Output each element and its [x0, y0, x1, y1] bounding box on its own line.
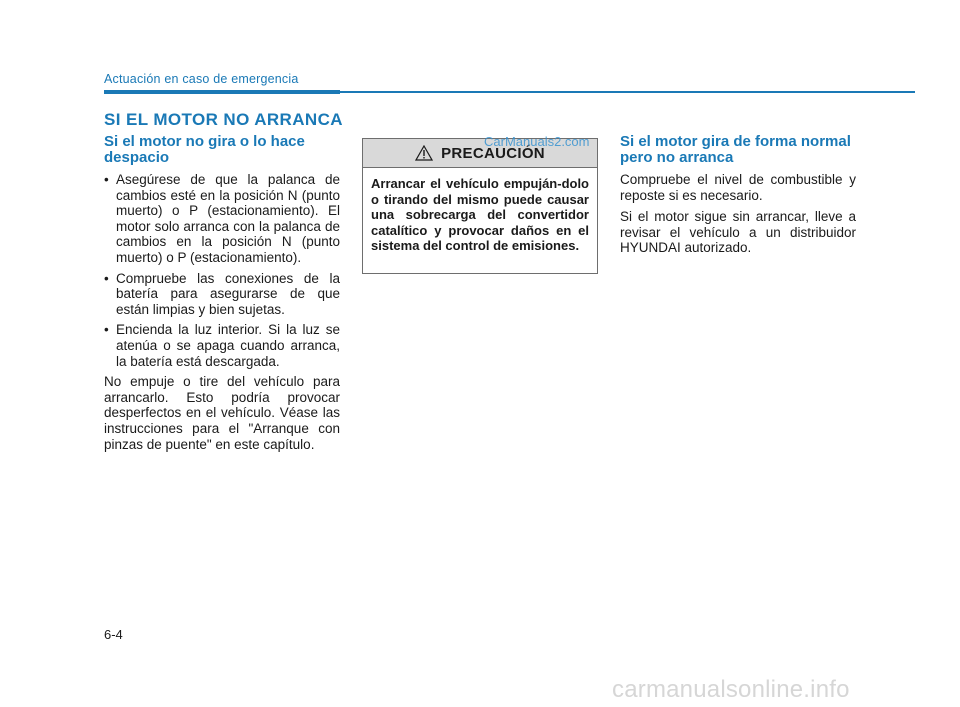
- bullet-dot: •: [104, 270, 109, 286]
- left-subhead: Si el motor no gira o lo hace despacio: [104, 133, 305, 166]
- bullet-list: [104, 172, 340, 369]
- watermark-bottom: carmanualsonline.info: [612, 676, 850, 703]
- bullet-text: Asegúrese de que la palanca de cambios esté en la posición N (punto muerto) o P (estacionamiento). El motor solo arranca con la palanca de cambios en la posición N (punto muerto) o P (estacionamiento).: [116, 172, 340, 265]
- section-header: Actuación en caso de emergencia: [104, 72, 299, 86]
- bullet-text: Encienda la luz interior. Si la luz se atenúa o se apaga cuando arranca, la batería está descargada.: [116, 322, 340, 369]
- caution-box: [362, 138, 598, 274]
- list-item: [104, 172, 340, 266]
- right-paragraph-1: Compruebe el nivel de combustible y reposte si es necesario.: [620, 172, 856, 203]
- bullet-dot: •: [104, 322, 109, 338]
- right-subhead: Si el motor gira de forma normal pero no arranca: [620, 133, 851, 166]
- caution-text: Arrancar el vehículo empuján-dolo o tirando del mismo puede causar una sobrecarga del convertidor catalítico y provocar daños en el sistema del control de emisiones.: [371, 176, 589, 254]
- warning-triangle-icon: [415, 145, 433, 161]
- left-column: [104, 134, 340, 458]
- header-rule-thick: [104, 90, 340, 94]
- list-item: [104, 271, 340, 318]
- bullet-dot: •: [104, 172, 109, 187]
- main-title: SI EL MOTOR NO ARRANCA: [104, 110, 343, 129]
- page-number: 6-4: [104, 627, 123, 642]
- list-item: [104, 322, 340, 369]
- header-rule-thin: [340, 91, 915, 93]
- caution-title: PRECAUCIÓN: [441, 144, 545, 162]
- right-paragraph-2: Si el motor sigue sin arrancar, lleve a revisar el vehículo a un distribuidor HYUNDAI autorizado.: [620, 209, 856, 256]
- right-column: [620, 134, 856, 262]
- bullet-text: Compruebe las conexiones de la batería para asegurarse de que están limpias y bien sujetas.: [116, 270, 340, 317]
- left-paragraph: No empuje o tire del vehículo para arrancarlo. Esto podría provocar desperfectos en el vehículo. Véase las instrucciones para el "Arranque con pinzas de puente" en este capítulo.: [104, 374, 340, 452]
- watermark-top: CarManuals2.com: [484, 134, 590, 149]
